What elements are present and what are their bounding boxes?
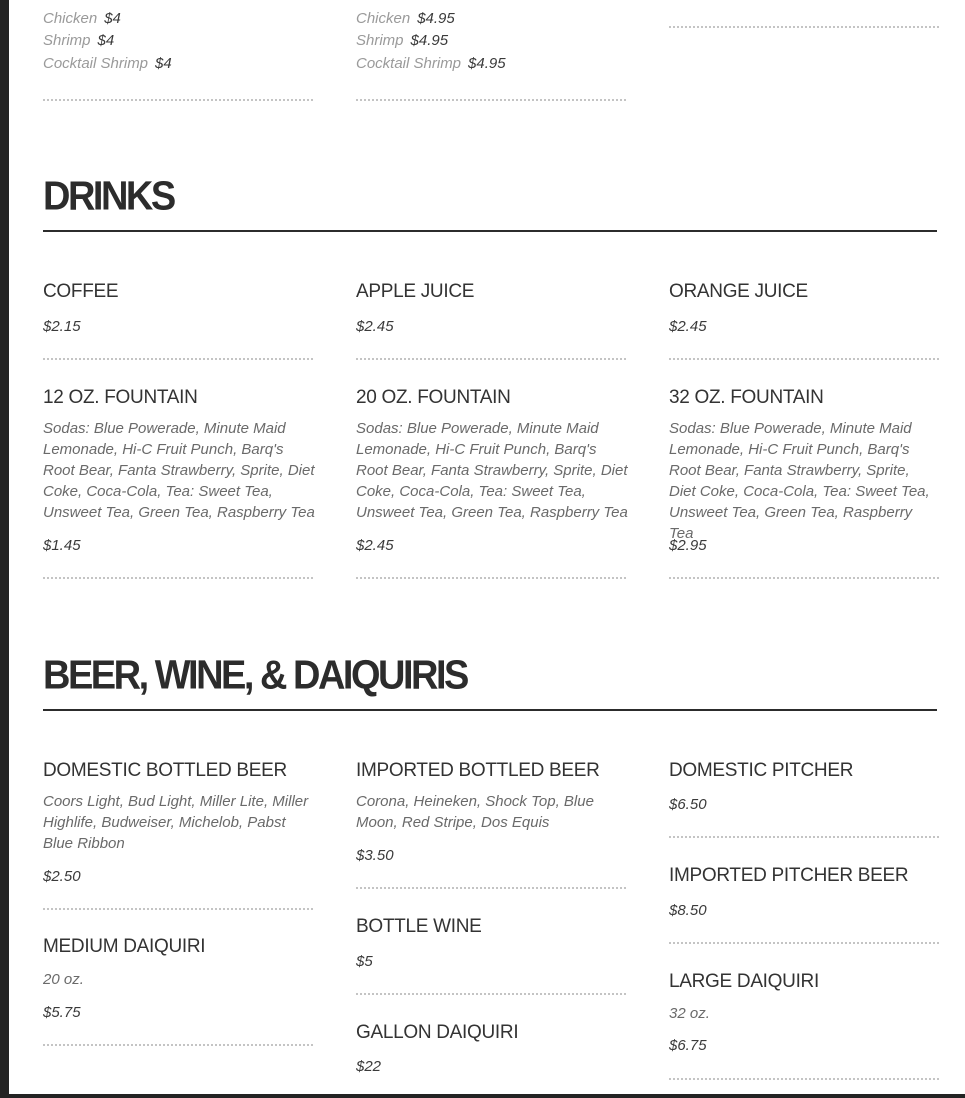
price-row xyxy=(356,53,506,75)
price-row-value: $4.95 xyxy=(468,55,506,72)
dotted-divider xyxy=(669,1078,939,1080)
price-row-name: Chicken xyxy=(43,10,98,27)
item-description: Sodas: Blue Powerade, Minute Maid Lemonade, Hi-C Fruit Punch, Barq's Root Bear, Fanta Strawberry, Sprite, Diet Coke, Coca-Cola, Tea: Sweet Tea, Unsweet Tea, Green Tea, Raspberry Tea xyxy=(669,420,930,542)
price-row-name: Shrimp xyxy=(43,32,91,49)
item-price: $2.95 xyxy=(669,537,707,554)
item-price: $2.50 xyxy=(43,868,81,885)
item-description: Corona, Heineken, Shock Top, Blue Moon, Red Stripe, Dos Equis xyxy=(356,793,594,831)
price-row xyxy=(356,30,448,52)
price-row-value: $4 xyxy=(104,10,121,27)
item-name: LARGE DAIQUIRI xyxy=(669,971,819,992)
item-price: $2.45 xyxy=(669,318,707,335)
price-row xyxy=(43,30,114,52)
item-description: 32 oz. xyxy=(669,1005,710,1022)
item-price: $6.50 xyxy=(669,796,707,813)
section-title-beer-wine-daiquiris: BEER, WINE, & DAIQUIRIS xyxy=(43,653,467,699)
item-name: IMPORTED PITCHER BEER xyxy=(669,865,909,886)
dotted-divider xyxy=(669,577,939,579)
item-price: $1.45 xyxy=(43,537,81,554)
item-price: $8.50 xyxy=(669,902,707,919)
dotted-divider xyxy=(356,577,626,579)
item-price: $3.50 xyxy=(356,847,394,864)
item-price: $2.45 xyxy=(356,318,394,335)
item-price: $22 xyxy=(356,1058,382,1075)
dotted-divider xyxy=(356,99,626,101)
price-row-value: $4 xyxy=(97,32,115,49)
item-name: GALLON DAIQUIRI xyxy=(356,1022,519,1043)
page-frame-bottom xyxy=(0,1094,965,1098)
section-title-drinks: DRINKS xyxy=(43,174,174,220)
dotted-divider xyxy=(43,358,313,360)
item-price: $2.45 xyxy=(356,537,394,554)
item-description: Sodas: Blue Powerade, Minute Maid Lemonade, Hi-C Fruit Punch, Barq's Root Bear, Fanta Strawberry, Sprite, Diet Coke, Coca-Cola, Tea: Sweet Tea, Unsweet Tea, Green Tea, Raspberry Tea xyxy=(356,420,628,521)
price-row-name: Cocktail Shrimp xyxy=(356,55,462,72)
price-row-value: $4.95 xyxy=(410,32,449,49)
dotted-divider xyxy=(356,887,626,889)
section-rule xyxy=(43,230,937,232)
item-description: Coors Light, Bud Light, Miller Lite, Miller Highlife, Budweiser, Michelob, Pabst Blue Ribbon xyxy=(43,793,309,852)
price-row-name: Shrimp xyxy=(356,32,404,49)
dotted-divider xyxy=(356,993,626,995)
item-name: 20 OZ. FOUNTAIN xyxy=(356,387,511,408)
item-name: 32 OZ. FOUNTAIN xyxy=(669,387,824,408)
item-name: MEDIUM DAIQUIRI xyxy=(43,936,206,957)
item-name: IMPORTED BOTTLED BEER xyxy=(356,760,600,781)
price-row-name: Cocktail Shrimp xyxy=(43,55,149,72)
dotted-divider xyxy=(356,358,626,360)
item-description: 20 oz. xyxy=(43,971,84,988)
item-name: 12 OZ. FOUNTAIN xyxy=(43,387,198,408)
price-row-name: Chicken xyxy=(356,10,411,27)
price-row-value: $4 xyxy=(155,55,172,72)
item-name: DOMESTIC BOTTLED BEER xyxy=(43,760,287,781)
dotted-divider xyxy=(43,1044,313,1046)
item-price: $2.15 xyxy=(43,318,81,335)
section-rule xyxy=(43,709,937,711)
dotted-divider xyxy=(669,26,939,28)
item-description: Sodas: Blue Powerade, Minute Maid Lemonade, Hi-C Fruit Punch, Barq's Root Bear, Fanta Strawberry, Sprite, Diet Coke, Coca-Cola, Tea: Sweet Tea, Unsweet Tea, Green Tea, Raspberry Tea xyxy=(43,420,315,521)
dotted-divider xyxy=(669,836,939,838)
dotted-divider xyxy=(669,942,939,944)
dotted-divider xyxy=(43,577,313,579)
item-price: $6.75 xyxy=(669,1037,707,1054)
item-name: COFFEE xyxy=(43,281,119,302)
dotted-divider xyxy=(43,99,313,101)
price-row-value: $4.95 xyxy=(417,10,455,27)
price-row xyxy=(43,53,172,75)
item-name: APPLE JUICE xyxy=(356,281,475,302)
item-price: $5.75 xyxy=(43,1004,81,1021)
item-name: DOMESTIC PITCHER xyxy=(669,760,854,781)
item-name: ORANGE JUICE xyxy=(669,281,808,302)
dotted-divider xyxy=(43,908,313,910)
price-row xyxy=(43,8,121,30)
page-frame-left xyxy=(0,0,9,1098)
price-row xyxy=(356,8,455,30)
item-price: $5 xyxy=(356,953,373,970)
item-name: BOTTLE WINE xyxy=(356,916,482,937)
dotted-divider xyxy=(669,358,939,360)
